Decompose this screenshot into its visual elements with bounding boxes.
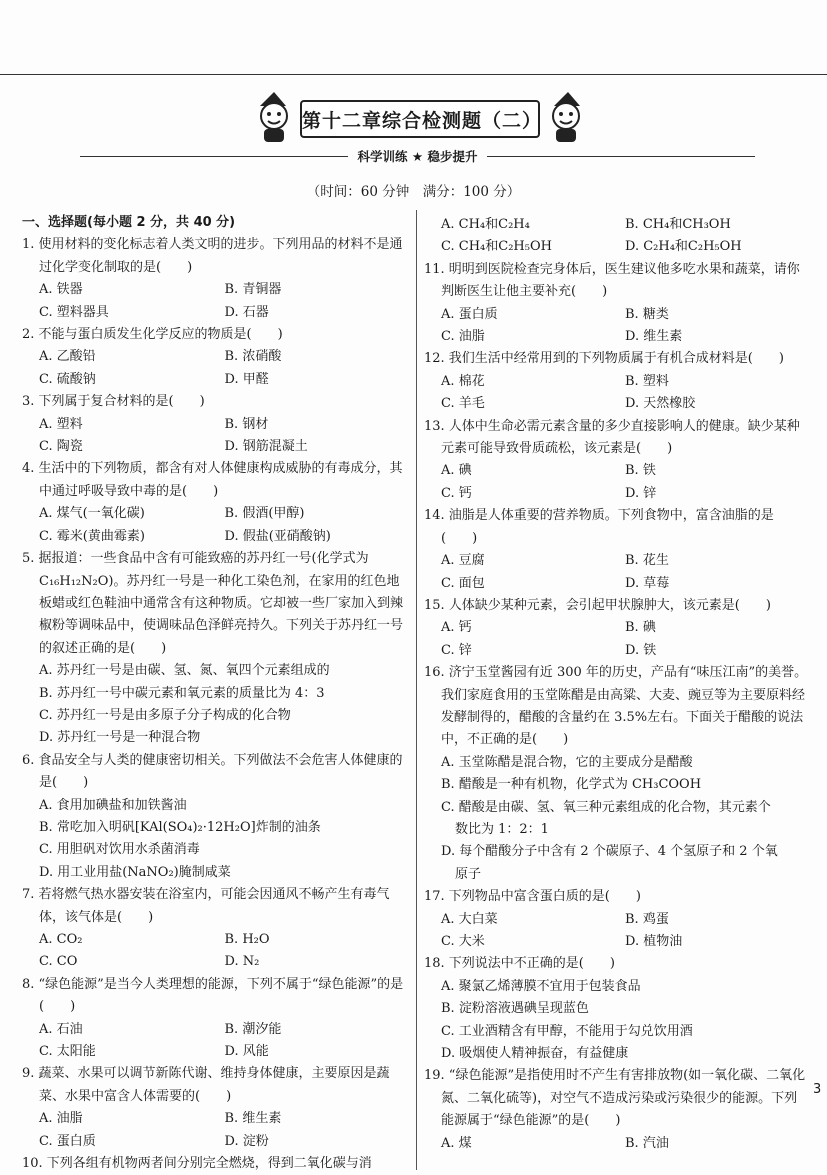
divider: [80, 156, 348, 157]
question-stem: 4. 生活中的下列物质，都含有对人体健康构成威胁的有毒成分，其中通过呼吸导致中毒的是( ): [22, 461, 403, 499]
answer-option: C. 苏丹红一号是由多原子分子构成的化合物: [39, 707, 291, 723]
answer-options: [424, 976, 809, 1066]
answer-option: B. 鸡蛋: [625, 911, 669, 927]
answer-option: D. 用工业用盐(NaNO₂)腌制咸菜: [39, 864, 231, 880]
answer-option: D. C₂H₄和C₂H₅OH: [625, 239, 742, 255]
answer-option: A. 蛋白质: [441, 306, 498, 322]
question-item: [424, 214, 809, 259]
answer-option: A. 棉花: [441, 373, 485, 389]
question-stem: 9. 蔬菜、水果可以调节新陈代谢、维持身体健康，主要原因是蔬菜、水果中富含人体需要的( ): [22, 1066, 390, 1104]
answer-option: D. 钢筋混凝土: [224, 439, 308, 455]
answer-option: D. 维生素: [625, 329, 683, 345]
answer-options: [22, 279, 410, 324]
answer-option: D. 铁: [625, 642, 657, 658]
answer-option: B. 花生: [625, 553, 669, 569]
question-stem: 18. 下列说法中不正确的是( ): [424, 956, 615, 972]
answer-option: C. CH₄和C₂H₅OH: [441, 239, 552, 255]
answer-option: A. 玉堂陈醋是混合物，它的主要成分是醋酸: [441, 754, 693, 770]
answer-option: C. CO: [39, 954, 78, 970]
answer-option: D. 植物油: [625, 934, 683, 949]
top-rule: [0, 74, 827, 75]
answer-option: D. 风能: [224, 1044, 269, 1060]
question-stem: 14. 油脂是人体重要的营养物质。下列食物中，富含油脂的是( ): [424, 508, 774, 546]
answer-option: C. 工业酒精含有甲醇，不能用于勾兑饮用酒: [441, 1023, 693, 1039]
answer-options: [424, 371, 809, 416]
question-stem: 15. 人体缺少某种元素，会引起甲状腺肿大，该元素是( ): [424, 597, 771, 613]
answer-option: C. 太阳能: [39, 1044, 96, 1060]
answer-option: C. 羊毛: [441, 396, 485, 412]
answer-option: D. 每个醋酸分子中含有 2 个碳原子、4 个氢原子和 2 个氧: [441, 844, 778, 860]
divider: [487, 156, 755, 157]
answer-option: B. 常吃加入明矾[KAl(SO₄)₂·12H₂O]炸制的油条: [39, 819, 321, 835]
answer-option: B. 铁: [625, 463, 656, 479]
answer-options: [22, 795, 410, 885]
question-item: [22, 750, 410, 884]
answer-option: 数比为 1：2：1: [455, 821, 549, 837]
answer-option: D. 石器: [224, 304, 269, 320]
answer-option: B. 醋酸是一种有机物，化学式为 CH₃COOH: [441, 777, 702, 793]
question-item: [424, 953, 809, 1065]
answer-option: D. 淀粉: [224, 1133, 269, 1149]
question-item: [22, 324, 410, 391]
question-stem: 19. “绿色能源”是指使用时不产生有害排放物(如一氧化碳、二氧化氮、二氧化硫等)，对空气不造成污染或污染很少的能源。下列能源属于“绿色能源”的是( ): [424, 1068, 806, 1129]
question-stem: 16. 济宁玉堂酱园有近 300 年的历史，产品有“味压江南”的美誉。我们家庭食用的玉堂陈醋是由高粱、大麦、豌豆等为主要原料经发酵制得的，醋酸的含量约在 3.5%左右。下面关于醋酸的说法中，不正确的是( ): [424, 665, 808, 748]
answer-options: [424, 752, 809, 886]
answer-option: D. N₂: [224, 954, 260, 970]
right-column: [424, 214, 809, 1155]
answer-options: [22, 929, 410, 974]
answer-option: D. 吸烟使人精神振奋，有益健康: [441, 1046, 629, 1062]
exam-time-info: （时间：60 分钟 满分：100 分）: [306, 184, 521, 200]
question-stem: 10. 下列各组有机物两者间分别完全燃烧，得到二氧化碳与消: [22, 1156, 372, 1172]
answer-options: [22, 503, 410, 548]
question-stem: 3. 下列属于复合材料的是( ): [22, 394, 205, 410]
question-item: [424, 662, 809, 886]
question-stem: 1. 使用材料的变化标志着人类文明的进步。下列用品的材料不是通过化学变化制取的是( ): [22, 237, 403, 275]
answer-option: A. 豆腐: [441, 553, 485, 569]
question-item: [424, 1065, 809, 1155]
answer-option: B. H₂O: [224, 932, 270, 947]
question-item: [22, 548, 410, 750]
question-item: [22, 458, 410, 548]
question-item: [424, 505, 809, 595]
answer-option: B. 苏丹红一号中碳元素和氧元素的质量比为 4：3: [39, 685, 325, 701]
answer-options: [424, 214, 809, 259]
subtitle: 科学训练 ★ 稳步提升: [357, 149, 478, 164]
answer-option: B. 塑料: [625, 373, 669, 389]
answer-option: A. 碘: [441, 463, 472, 479]
answer-option: B. 浓硝酸: [224, 349, 282, 365]
question-stem: 11. 明明到医院检查完身体后，医生建议他多吃水果和蔬菜，请你判断医生让他主要补充( ): [424, 261, 800, 300]
section-title: 一、选择题(每小题 2 分，共 40 分): [22, 215, 236, 230]
answer-options: [22, 346, 410, 391]
question-item: [22, 1153, 410, 1175]
answer-option: A. 油脂: [39, 1111, 83, 1127]
chapter-banner: [250, 92, 590, 144]
page-number: 3: [813, 1082, 822, 1097]
answer-option: D. 苏丹红一号是一种混合物: [39, 730, 201, 746]
answer-option: D. 草莓: [625, 575, 670, 591]
answer-option: A. 铁器: [39, 282, 83, 298]
question-item: [424, 259, 809, 349]
answer-option: D. 假盐(亚硝酸钠): [224, 528, 331, 544]
answer-options: [424, 617, 809, 662]
left-column: [22, 212, 410, 1175]
question-item: [424, 595, 809, 662]
question-stem: 6. 食品安全与人类的健康密切相关。下列做法不会危害人体健康的是( ): [22, 752, 403, 791]
column-divider: [416, 210, 417, 1170]
answer-option: C. 用胆矾对饮用水杀菌消毒: [39, 842, 200, 858]
answer-option: C. 大米: [441, 934, 485, 949]
answer-option: A. CH₄和C₂H₄: [441, 217, 530, 232]
question-stem: 2. 不能与蛋白质发生化学反应的物质是( ): [22, 327, 283, 343]
answer-option: C. 醋酸是由碳、氢、氧三种元素组成的化合物，其元素个: [441, 799, 771, 815]
answer-option: B. CH₄和CH₃OH: [625, 217, 731, 232]
mascot-icon: [250, 92, 298, 144]
question-stem: 12. 我们生活中经常用到的下列物质属于有机合成材料是( ): [424, 351, 784, 367]
answer-option: B. 糖类: [625, 306, 669, 322]
answer-option: C. 硫酸钠: [39, 371, 96, 387]
answer-options: [22, 1108, 410, 1153]
answer-option: A. 煤: [441, 1135, 472, 1151]
answer-option: B. 潮汐能: [224, 1021, 282, 1037]
answer-option: C. 霉米(黄曲霉素): [39, 528, 145, 544]
page-title: 第十二章综合检测题（二）: [300, 100, 540, 138]
answer-option: B. 碘: [625, 620, 656, 636]
question-item: [22, 884, 410, 974]
question-item: [22, 234, 410, 324]
answer-option: C. 塑料器具: [39, 304, 109, 320]
question-item: [424, 886, 809, 953]
question-item: [424, 348, 809, 415]
answer-option: B. 维生素: [224, 1111, 282, 1127]
answer-option: B. 钢材: [224, 416, 269, 432]
mascot-icon: [542, 92, 590, 144]
answer-options: [22, 414, 410, 459]
answer-option: B. 淀粉溶液遇碘呈现蓝色: [441, 1001, 589, 1017]
answer-option: C. 油脂: [441, 329, 485, 345]
answer-option: C. 蛋白质: [39, 1133, 96, 1149]
answer-option: B. 青铜器: [224, 282, 282, 298]
answer-option: B. 汽油: [625, 1135, 669, 1151]
answer-option: A. 钙: [441, 620, 472, 636]
question-stem: 13. 人体中生命必需元素含量的多少直接影响人的健康。缺少某种元素可能导致骨质疏松，该元素是( ): [424, 418, 800, 457]
answer-option: A. 乙酸铅: [39, 349, 96, 365]
answer-options: [424, 1133, 809, 1155]
answer-options: [424, 304, 809, 349]
answer-option: A. 石油: [39, 1021, 83, 1037]
answer-option: A. 塑料: [39, 416, 83, 432]
answer-options: [424, 909, 809, 954]
question-item: [22, 1063, 410, 1153]
answer-options: [22, 1019, 410, 1064]
question-stem: 17. 下列物品中富含蛋白质的是( ): [424, 889, 641, 905]
answer-options: [424, 460, 809, 505]
subtitle-bar: [80, 146, 755, 166]
question-item: [22, 974, 410, 1064]
answer-option: D. 天然橡胶: [625, 396, 696, 412]
answer-option: C. 钙: [441, 485, 472, 501]
question-stem: 8. “绿色能源”是当今人类理想的能源，下列不属于“绿色能源”的是( ): [22, 976, 404, 1015]
answer-option: C. 面包: [441, 575, 485, 591]
answer-option: D. 甲醛: [224, 371, 269, 387]
answer-options: [424, 550, 809, 595]
answer-option: 原子: [455, 866, 482, 882]
answer-options: [22, 660, 410, 750]
answer-option: D. 锌: [625, 485, 657, 501]
answer-option: B. 假酒(甲醇): [224, 506, 305, 522]
answer-option: A. 煤气(一氧化碳): [39, 506, 145, 522]
question-item: [424, 416, 809, 506]
answer-option: C. 陶瓷: [39, 439, 83, 455]
question-stem: 7. 若将燃气热水器安装在浴室内，可能会因通风不畅产生有毒气体，该气体是( ): [22, 887, 390, 925]
answer-option: A. 食用加碘盐和加铁酱油: [39, 797, 187, 813]
answer-option: A. CO₂: [39, 932, 83, 947]
answer-option: A. 聚氯乙烯薄膜不宜用于包装食品: [441, 978, 641, 994]
answer-option: C. 锌: [441, 642, 472, 658]
answer-option: A. 大白菜: [441, 911, 498, 927]
answer-option: A. 苏丹红一号是由碳、氢、氮、氧四个元素组成的: [39, 663, 330, 679]
question-item: [22, 391, 410, 458]
question-stem: 5. 据报道：一些食品中含有可能致癌的苏丹红一号(化学式为 C₁₆H₁₂N₂O)。苏丹红一号是一种化工染色剂，在家用的红色地板蜡或红色鞋油中通常含有这种物质。它却被一些厂家加入到辣椒粉等调味品中，使调味品色泽鲜亮持久。下列关于苏丹红一号的叙述正确的是( ): [22, 551, 404, 656]
